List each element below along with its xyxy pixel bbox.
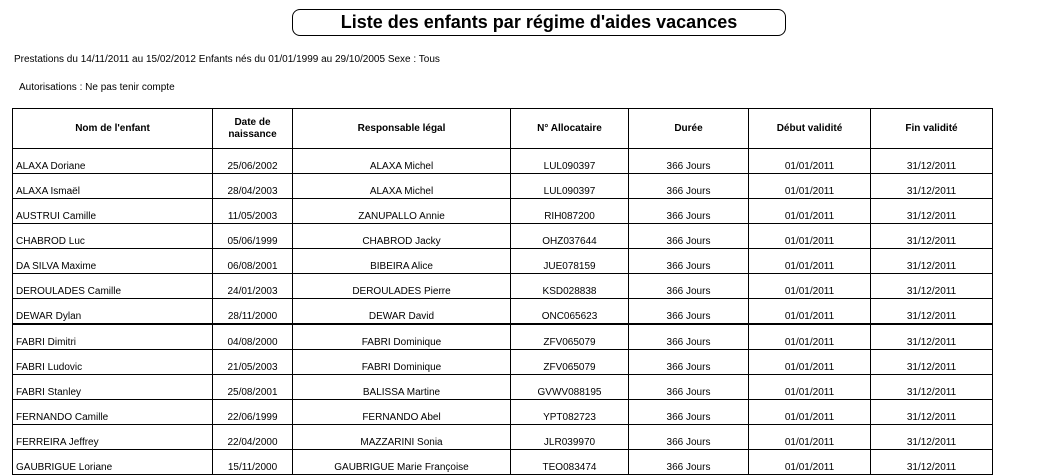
cell-birth-date: 22/06/1999 (213, 400, 293, 425)
cell-child-name: FABRI Stanley (13, 375, 213, 400)
cell-allocataire-number: LUL090397 (511, 149, 629, 174)
cell-duration: 366 Jours (629, 199, 749, 224)
cell-duration: 366 Jours (629, 375, 749, 400)
report-authorisations: Autorisations : Ne pas tenir compte (19, 82, 175, 93)
cell-allocataire-number: ONC065623 (511, 299, 629, 325)
cell-child-name: GAUBRIGUE Loriane (13, 450, 213, 475)
cell-child-name: CHABROD Luc (13, 224, 213, 249)
cell-validity-end: 31/12/2011 (871, 199, 993, 224)
table-row (13, 249, 993, 274)
cell-birth-date: 28/04/2003 (213, 174, 293, 199)
col-header-validity-start: Début validité (749, 109, 871, 149)
cell-validity-end: 31/12/2011 (871, 350, 993, 375)
cell-duration: 366 Jours (629, 450, 749, 475)
table-row (13, 174, 993, 199)
cell-validity-end: 31/12/2011 (871, 425, 993, 450)
cell-validity-start: 01/01/2011 (749, 324, 871, 350)
table-row (13, 324, 993, 350)
col-header-birth-date: Date de naissance (213, 109, 293, 149)
col-header-child-name: Nom de l'enfant (13, 109, 213, 149)
cell-validity-start: 01/01/2011 (749, 174, 871, 199)
table-body (13, 149, 993, 475)
cell-legal-guardian: MAZZARINI Sonia (293, 425, 511, 450)
table-header-row (13, 109, 993, 149)
cell-validity-start: 01/01/2011 (749, 299, 871, 325)
cell-validity-end: 31/12/2011 (871, 249, 993, 274)
cell-allocataire-number: ZFV065079 (511, 350, 629, 375)
cell-allocataire-number: OHZ037644 (511, 224, 629, 249)
cell-child-name: FABRI Ludovic (13, 350, 213, 375)
cell-duration: 366 Jours (629, 274, 749, 299)
cell-duration: 366 Jours (629, 224, 749, 249)
cell-validity-start: 01/01/2011 (749, 400, 871, 425)
cell-legal-guardian: FABRI Dominique (293, 350, 511, 375)
cell-validity-end: 31/12/2011 (871, 400, 993, 425)
cell-validity-end: 31/12/2011 (871, 174, 993, 199)
cell-child-name: ALAXA Doriane (13, 149, 213, 174)
cell-birth-date: 28/11/2000 (213, 299, 293, 325)
cell-duration: 366 Jours (629, 249, 749, 274)
cell-child-name: FERREIRA Jeffrey (13, 425, 213, 450)
col-header-allocataire-number: N° Allocataire (511, 109, 629, 149)
cell-child-name: DEROULADES Camille (13, 274, 213, 299)
cell-birth-date: 06/08/2001 (213, 249, 293, 274)
cell-validity-end: 31/12/2011 (871, 450, 993, 475)
cell-legal-guardian: DEROULADES Pierre (293, 274, 511, 299)
cell-legal-guardian: CHABROD Jacky (293, 224, 511, 249)
cell-duration: 366 Jours (629, 400, 749, 425)
table-row (13, 149, 993, 174)
cell-birth-date: 04/08/2000 (213, 324, 293, 350)
table-row (13, 375, 993, 400)
cell-birth-date: 11/05/2003 (213, 199, 293, 224)
cell-legal-guardian: GAUBRIGUE Marie Françoise (293, 450, 511, 475)
cell-duration: 366 Jours (629, 350, 749, 375)
cell-birth-date: 22/04/2000 (213, 425, 293, 450)
cell-duration: 366 Jours (629, 299, 749, 325)
cell-child-name: ALAXA Ismaël (13, 174, 213, 199)
table-row (13, 299, 993, 325)
col-header-duration: Durée (629, 109, 749, 149)
cell-legal-guardian: FABRI Dominique (293, 324, 511, 350)
cell-validity-end: 31/12/2011 (871, 149, 993, 174)
cell-legal-guardian: FERNANDO Abel (293, 400, 511, 425)
children-table (12, 108, 993, 475)
cell-allocataire-number: YPT082723 (511, 400, 629, 425)
cell-allocataire-number: ZFV065079 (511, 324, 629, 350)
col-header-validity-end: Fin validité (871, 109, 993, 149)
cell-validity-start: 01/01/2011 (749, 425, 871, 450)
table-row (13, 224, 993, 249)
cell-validity-end: 31/12/2011 (871, 299, 993, 325)
cell-validity-start: 01/01/2011 (749, 375, 871, 400)
cell-validity-start: 01/01/2011 (749, 199, 871, 224)
table-row (13, 425, 993, 450)
cell-legal-guardian: ALAXA Michel (293, 149, 511, 174)
cell-legal-guardian: ALAXA Michel (293, 174, 511, 199)
cell-legal-guardian: DEWAR David (293, 299, 511, 325)
cell-validity-end: 31/12/2011 (871, 224, 993, 249)
cell-validity-end: 31/12/2011 (871, 274, 993, 299)
cell-validity-start: 01/01/2011 (749, 249, 871, 274)
cell-birth-date: 15/11/2000 (213, 450, 293, 475)
cell-validity-start: 01/01/2011 (749, 224, 871, 249)
table-row (13, 199, 993, 224)
cell-validity-start: 01/01/2011 (749, 274, 871, 299)
cell-allocataire-number: JLR039970 (511, 425, 629, 450)
cell-duration: 366 Jours (629, 425, 749, 450)
cell-birth-date: 24/01/2003 (213, 274, 293, 299)
cell-legal-guardian: BALISSA Martine (293, 375, 511, 400)
cell-allocataire-number: GVWV088195 (511, 375, 629, 400)
cell-child-name: DA SILVA Maxime (13, 249, 213, 274)
cell-validity-end: 31/12/2011 (871, 375, 993, 400)
table-row (13, 274, 993, 299)
cell-child-name: AUSTRUI Camille (13, 199, 213, 224)
cell-validity-start: 01/01/2011 (749, 350, 871, 375)
cell-child-name: FERNANDO Camille (13, 400, 213, 425)
table-row (13, 400, 993, 425)
cell-duration: 366 Jours (629, 174, 749, 199)
cell-validity-start: 01/01/2011 (749, 450, 871, 475)
cell-child-name: FABRI Dimitri (13, 324, 213, 350)
report-title: Liste des enfants par régime d'aides vacances (292, 9, 786, 36)
cell-allocataire-number: TEO083474 (511, 450, 629, 475)
cell-child-name: DEWAR Dylan (13, 299, 213, 325)
cell-allocataire-number: LUL090397 (511, 174, 629, 199)
cell-duration: 366 Jours (629, 324, 749, 350)
cell-allocataire-number: KSD028838 (511, 274, 629, 299)
table-row (13, 350, 993, 375)
cell-birth-date: 25/08/2001 (213, 375, 293, 400)
cell-allocataire-number: JUE078159 (511, 249, 629, 274)
cell-birth-date: 21/05/2003 (213, 350, 293, 375)
report-criteria: Prestations du 14/11/2011 au 15/02/2012 Enfants nés du 01/01/1999 au 29/10/2005 Sexe : Tous (14, 54, 440, 65)
cell-validity-end: 31/12/2011 (871, 324, 993, 350)
cell-birth-date: 05/06/1999 (213, 224, 293, 249)
cell-validity-start: 01/01/2011 (749, 149, 871, 174)
cell-legal-guardian: ZANUPALLO Annie (293, 199, 511, 224)
table-row (13, 450, 993, 475)
cell-legal-guardian: BIBEIRA Alice (293, 249, 511, 274)
col-header-legal-guardian: Responsable légal (293, 109, 511, 149)
cell-allocataire-number: RIH087200 (511, 199, 629, 224)
cell-duration: 366 Jours (629, 149, 749, 174)
cell-birth-date: 25/06/2002 (213, 149, 293, 174)
